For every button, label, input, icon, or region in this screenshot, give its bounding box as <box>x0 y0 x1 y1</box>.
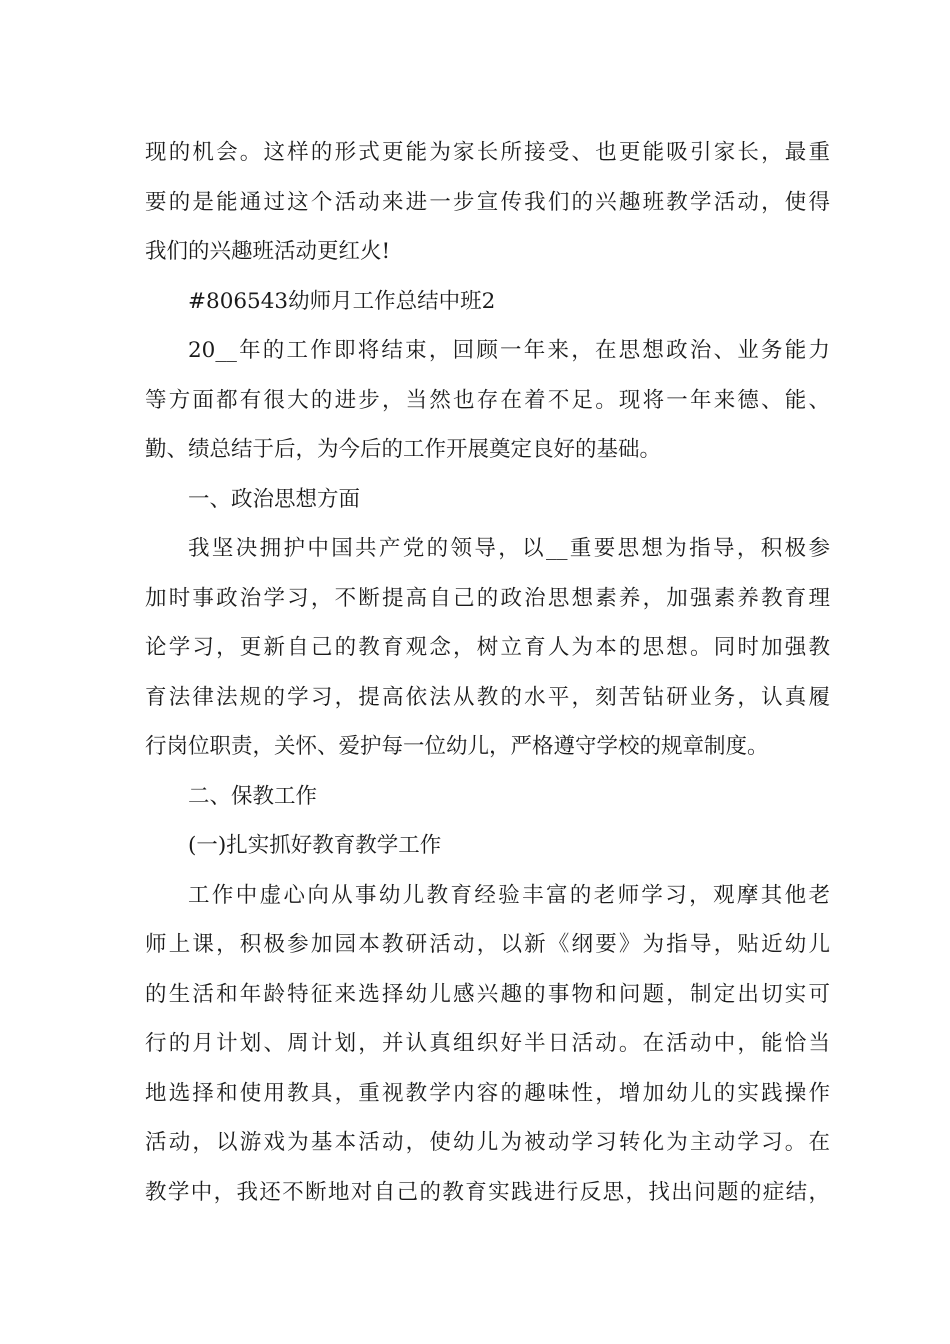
text-line: 论学习，更新自己的教育观念，树立育人为本的思想。同时加强教 <box>145 635 830 660</box>
text-line: 勤、绩总结于后，为今后的工作开展奠定良好的基础。 <box>145 437 662 462</box>
text-line: 师上课，积极参加园本教研活动，以新《纲要》为指导，贴近幼儿 <box>145 932 830 957</box>
text-line: 要的是能通过这个活动来进一步宣传我们的兴趣班教学活动，使得 <box>145 189 830 215</box>
text-line: 我坚决拥护中国共产党的领导，以__重要思想为指导，积极参 <box>188 536 830 561</box>
text-line: 加时事政治学习，不断提高自己的政治思想素养，加强素养教育理 <box>145 585 830 611</box>
text-line: 工作中虚心向从事幼儿教育经验丰富的老师学习，观摩其他老 <box>188 882 830 908</box>
paragraph-4 <box>145 871 830 1218</box>
text-line: 我们的兴趣班活动更红火! <box>145 239 391 264</box>
paragraph-3 <box>145 524 830 772</box>
text-line: 行的月计划、周计划，并认真组织好半日活动。在活动中，能恰当 <box>145 1031 830 1056</box>
paragraph-2 <box>145 326 830 475</box>
section-heading-politics: 一、政治思想方面 <box>188 486 361 512</box>
text-line: 的生活和年龄特征来选择幼儿感兴趣的事物和问题，制定出切实可 <box>145 981 830 1007</box>
section-heading-care-education: 二、保教工作 <box>188 783 318 809</box>
paragraph-1 <box>145 128 830 277</box>
text-line: 等方面都有很大的进步，当然也存在着不足。现将一年来德、能、 <box>145 387 830 413</box>
section-title: #806543幼师月工作总结中班2 <box>188 288 496 314</box>
text-line: 20__年的工作即将结束，回顾一年来，在思想政治、业务能力 <box>188 338 830 363</box>
document-body <box>145 128 830 1217</box>
text-line: 现的机会。这样的形式更能为家长所接受、也更能吸引家长，最重 <box>145 140 830 165</box>
text-line: 地选择和使用教具，重视教学内容的趣味性，增加幼儿的实践操作 <box>145 1080 830 1106</box>
text-line: 教学中，我还不断地对自己的教育实践进行反思，找出问题的症结， <box>145 1179 830 1205</box>
text-line: 活动，以游戏为基本活动，使幼儿为被动学习转化为主动学习。在 <box>145 1130 830 1155</box>
subsection-heading-teaching: (一)扎实抓好教育教学工作 <box>188 833 442 858</box>
text-line: 行岗位职责，关怀、爱护每一位幼儿，严格遵守学校的规章制度。 <box>145 734 769 759</box>
text-line: 育法律法规的学习，提高依法从教的水平，刻苦钻研业务，认真履 <box>145 684 830 710</box>
